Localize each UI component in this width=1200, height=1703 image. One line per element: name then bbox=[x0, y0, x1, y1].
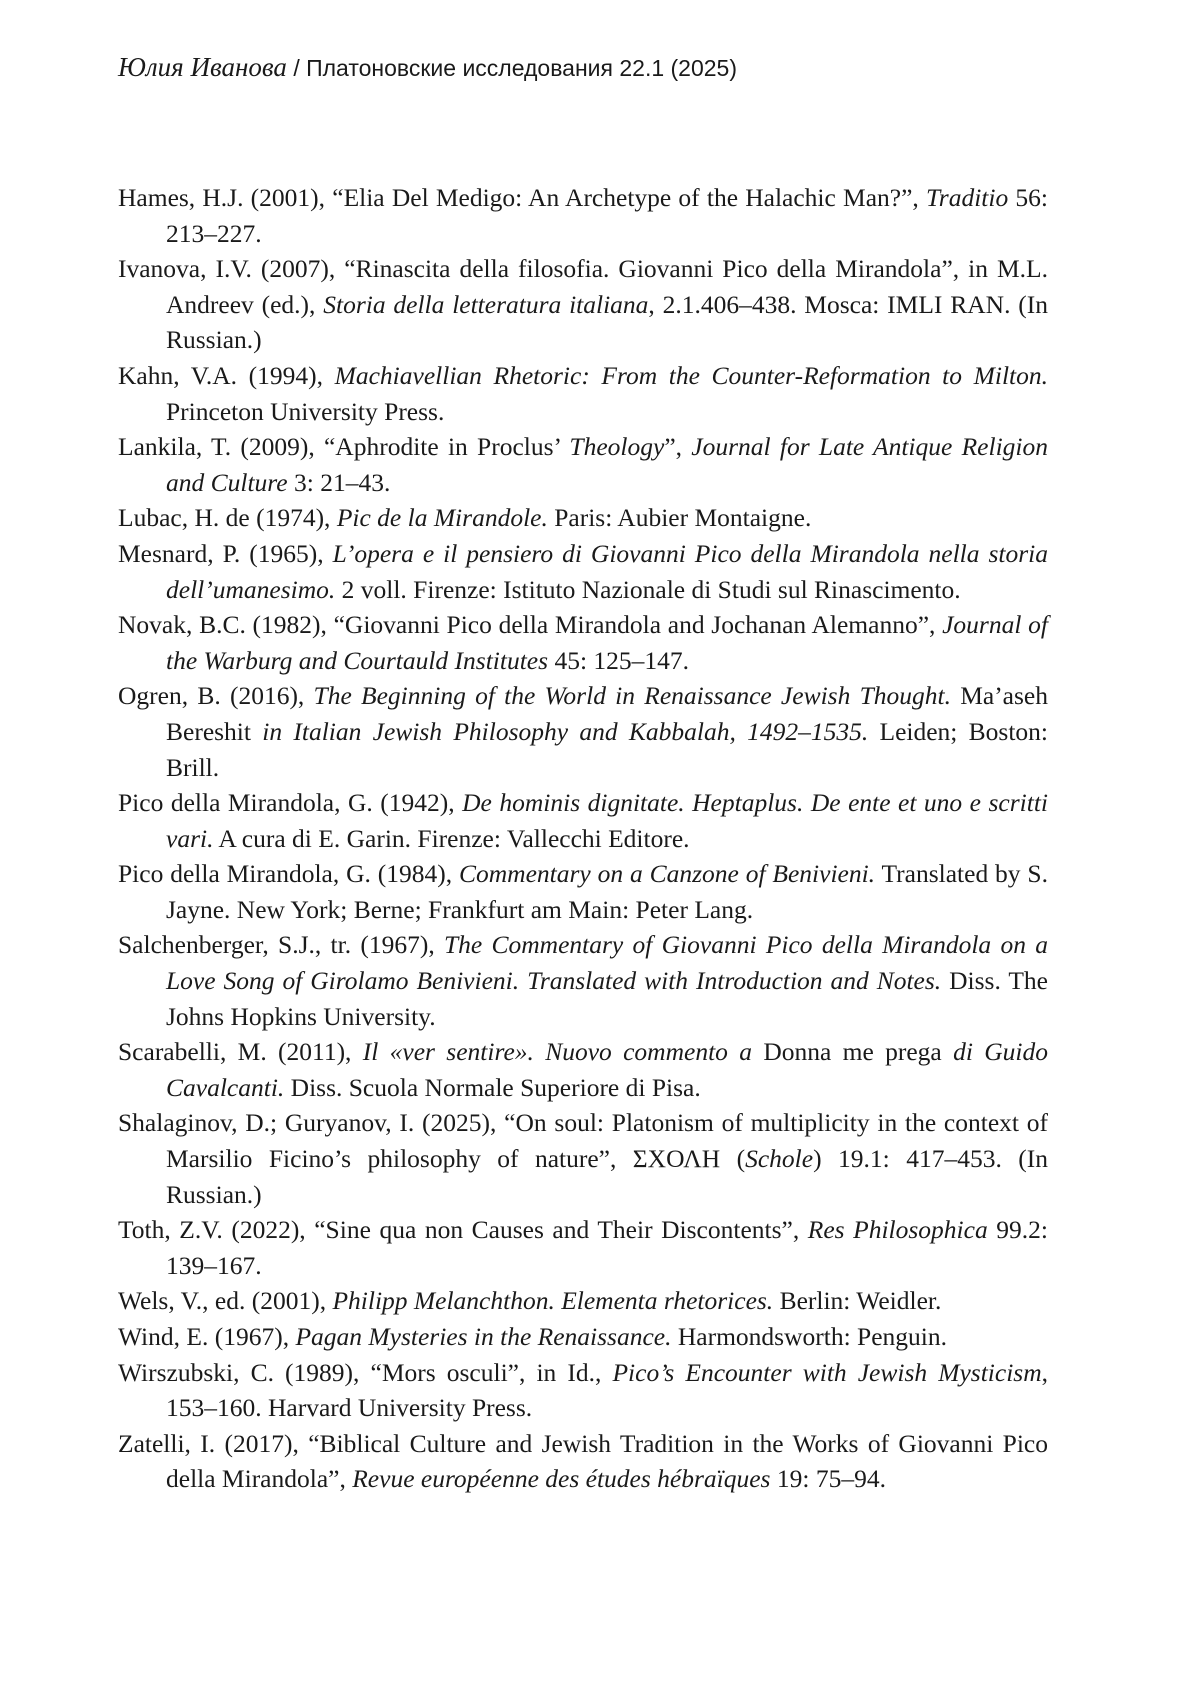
reference-text-segment: Novak, B.C. (1982), “Giovanni Pico della Mirandola and Jochanan Alemanno”, bbox=[118, 610, 943, 640]
reference-entry bbox=[118, 927, 1048, 1034]
reference-entry bbox=[118, 1212, 1048, 1283]
reference-text-segment: Shalaginov, D.; Guryanov, I. (2025), “On soul: Platonism of multiplicity in the context of Marsilio Ficino’s philosophy of nature”, ΣΧΟΛΗ ( bbox=[118, 1108, 1048, 1174]
reference-title-segment: Commentary on a Canzone of Benivieni. bbox=[458, 859, 876, 889]
reference-title-segment: Traditio bbox=[926, 183, 1009, 212]
reference-text-segment: Salchenberger, S.J., tr. (1967), bbox=[118, 930, 444, 960]
reference-entry bbox=[118, 1319, 1048, 1355]
header-author: Юлия Иванова bbox=[118, 52, 287, 82]
reference-text-segment: A cura di E. Garin. Firenze: Vallecchi Editore. bbox=[213, 823, 690, 853]
reference-text-segment: ”, bbox=[664, 432, 692, 462]
reference-text-segment: Kahn, V.A. (1994), bbox=[118, 360, 335, 390]
reference-text-segment: 45: 125–147. bbox=[548, 645, 690, 675]
reference-title-segment: di Guido Cavalcanti. bbox=[166, 1037, 1048, 1102]
reference-entry bbox=[118, 429, 1048, 500]
reference-title-segment: Res Philosophica bbox=[807, 1215, 988, 1245]
reference-entry bbox=[118, 1105, 1048, 1212]
reference-entry bbox=[118, 678, 1048, 785]
reference-text-segment: Zatelli, I. (2017), “Biblical Culture and Jewish Tradition in the Works of Giovanni Pico della Mirandola”, bbox=[118, 1428, 1048, 1494]
reference-entry bbox=[118, 607, 1048, 678]
reference-text-segment: Donna me prega bbox=[752, 1037, 954, 1067]
reference-text-segment: 56: 213–227. bbox=[166, 183, 1048, 248]
reference-text-segment: Mesnard, P. (1965), bbox=[118, 538, 333, 568]
reference-entry bbox=[118, 1283, 1048, 1319]
reference-text-segment: Wirszubski, C. (1989), “Mors osculi”, in Id., bbox=[118, 1357, 613, 1387]
reference-title-segment: Machiavellian Rhetoric: From the Counter-Reformation to Milton. bbox=[334, 360, 1048, 390]
reference-entry bbox=[118, 500, 1048, 536]
reference-title-segment: Pico’s Encounter with Jewish Mysticism bbox=[612, 1357, 1042, 1387]
reference-title-segment: in Italian Jewish Philosophy and Kabbalah, 1492–1535. bbox=[262, 716, 869, 746]
reference-title-segment: Journal for Late Antique Religion and Culture bbox=[166, 432, 1048, 497]
reference-text-segment: Leiden; Boston: Brill. bbox=[166, 716, 1048, 782]
reference-entry bbox=[118, 1034, 1048, 1105]
reference-text-segment: ) 19.1: 417–453. (In Russian.) bbox=[166, 1144, 1048, 1209]
reference-text-segment: , 2.1.406–438. Mosca: IMLI RAN. (In Russian.) bbox=[166, 289, 1048, 355]
reference-text-segment: 99.2: 139–167. bbox=[166, 1215, 1048, 1280]
reference-list bbox=[118, 180, 1048, 1497]
reference-text-segment: Berlin: Weidler. bbox=[773, 1286, 942, 1316]
reference-title-segment: Journal of the Warburg and Courtauld Institutes bbox=[166, 610, 1048, 675]
reference-text-segment: 2 voll. Firenze: Istituto Nazionale di Studi sul Rinascimento. bbox=[335, 574, 961, 604]
reference-text-segment: Ogren, B. (2016), bbox=[118, 681, 314, 711]
reference-entry bbox=[118, 1426, 1048, 1497]
reference-text-segment: Ivanova, I.V. (2007), “Rinascita della filosofia. Giovanni Pico della Mirandola”, in M.L. Andreev (ed.), bbox=[118, 254, 1048, 319]
reference-text-segment: Pico della Mirandola, G. (1984), bbox=[118, 859, 459, 889]
reference-entry bbox=[118, 1355, 1048, 1426]
reference-text-segment: Pico della Mirandola, G. (1942), bbox=[118, 788, 463, 818]
reference-title-segment: Pic de la Mirandole. bbox=[336, 503, 548, 533]
reference-title-segment: Storia della letteratura italiana bbox=[323, 289, 649, 319]
reference-text-segment: Toth, Z.V. (2022), “Sine qua non Causes and Their Discontents”, bbox=[118, 1215, 808, 1245]
reference-text-segment: Diss. The Johns Hopkins University. bbox=[166, 966, 1048, 1031]
reference-text-segment: , 153–160. Harvard University Press. bbox=[166, 1357, 1049, 1423]
reference-title-segment: Theology bbox=[569, 432, 665, 462]
reference-text-segment: Scarabelli, M. (2011), bbox=[118, 1037, 363, 1067]
reference-text-segment: 19: 75–94. bbox=[770, 1464, 886, 1494]
reference-title-segment: The Commentary of Giovanni Pico della Mirandola on a Love Song of Girolamo Benivieni. Translated with Introduction and Notes. bbox=[166, 930, 1048, 996]
reference-title-segment: Pagan Mysteries in the Renaissance. bbox=[295, 1322, 672, 1351]
reference-text-segment: Harmondsworth: Penguin. bbox=[671, 1322, 948, 1351]
reference-entry bbox=[118, 180, 1048, 251]
running-header bbox=[118, 52, 737, 83]
reference-title-segment: Il «ver sentire». Nuovo commento a bbox=[362, 1037, 752, 1067]
reference-text-segment: 3: 21–43. bbox=[287, 467, 391, 497]
reference-title-segment: Revue européenne des études hébraïques bbox=[352, 1464, 771, 1494]
reference-title-segment: Philipp Melanchthon. Elementa rhetorices. bbox=[332, 1286, 774, 1316]
reference-text-segment: Princeton University Press. bbox=[166, 396, 445, 426]
reference-entry bbox=[118, 785, 1048, 856]
reference-text-segment: Wind, E. (1967), bbox=[118, 1322, 296, 1351]
reference-entry bbox=[118, 856, 1048, 927]
reference-title-segment: L’opera e il pensiero di Giovanni Pico della Mirandola nella storia dell’umanesimo. bbox=[166, 538, 1048, 604]
reference-entry bbox=[118, 358, 1048, 429]
reference-title-segment: Schole bbox=[745, 1144, 814, 1174]
reference-text-segment: Paris: Aubier Montaigne. bbox=[547, 503, 812, 533]
reference-text-segment: Lubac, H. de (1974), bbox=[118, 503, 337, 533]
header-separator: / bbox=[293, 55, 300, 81]
reference-text-segment: Diss. Scuola Normale Superiore di Pisa. bbox=[284, 1072, 701, 1102]
reference-text-segment: Hames, H.J. (2001), “Elia Del Medigo: An Archetype of the Halachic Man?”, bbox=[118, 183, 926, 212]
header-journal: Платоновские исследования 22.1 (2025) bbox=[306, 55, 737, 81]
reference-title-segment: The Beginning of the World in Renaissance Jewish Thought. bbox=[313, 681, 951, 711]
reference-entry bbox=[118, 536, 1048, 607]
reference-entry bbox=[118, 251, 1048, 358]
reference-text-segment: Lankila, T. (2009), “Aphrodite in Proclus’ bbox=[118, 432, 570, 462]
reference-text-segment: Wels, V., ed. (2001), bbox=[118, 1286, 333, 1316]
reference-text-segment: Ma’aseh Bereshit bbox=[166, 681, 1048, 746]
reference-text-segment: Translated by S. Jayne. New York; Berne; Frankfurt am Main: Peter Lang. bbox=[166, 859, 1048, 924]
reference-title-segment: De hominis dignitate. Heptaplus. De ente et uno e scritti vari. bbox=[166, 788, 1048, 853]
